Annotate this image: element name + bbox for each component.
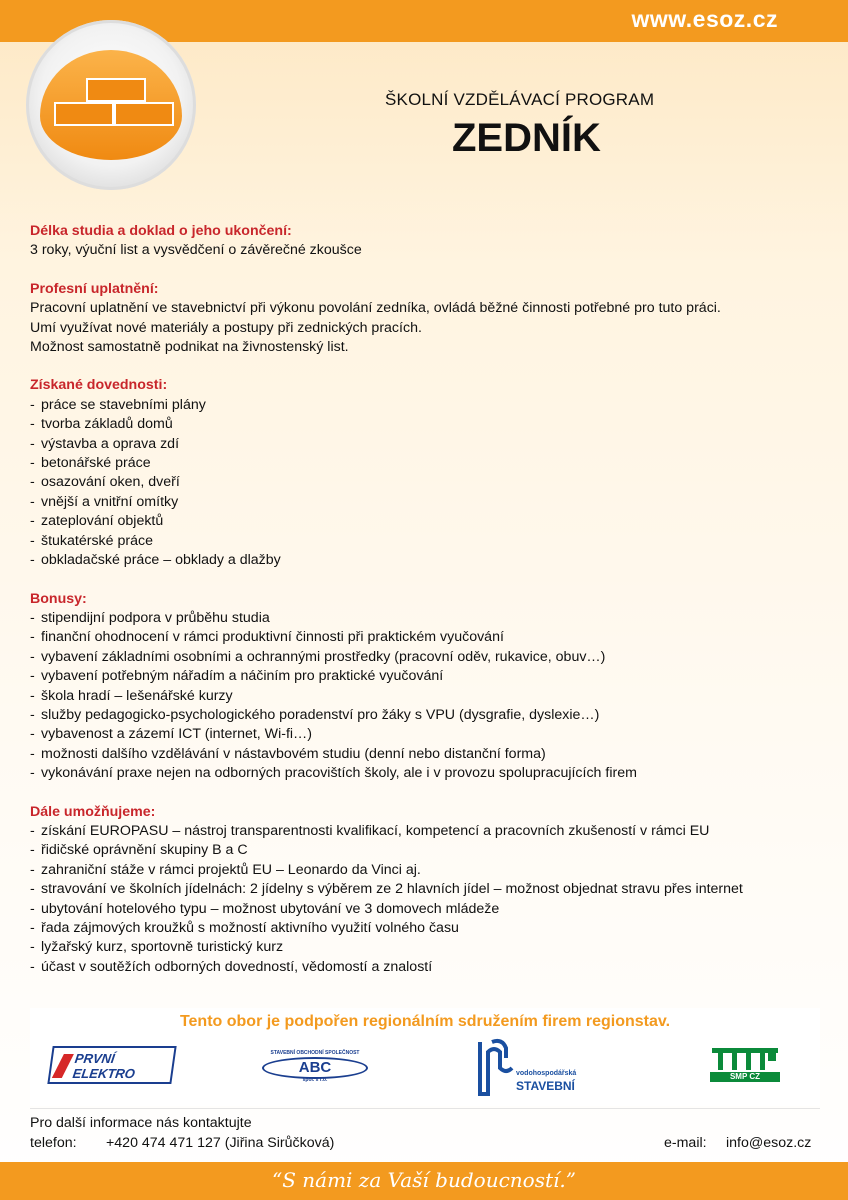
section-career [30, 280, 820, 358]
skills-list [30, 396, 820, 571]
list-item: - ubytování hotelového typu – možnost ubytování ve 3 domovech mládeže [30, 900, 820, 919]
list-item: - vykonávání praxe nejen na odborných pracovištích školy, ale i v provozu spolupracujících firem [30, 764, 820, 783]
sponsor-text: Tento obor je podpořen regionálním sdružením firem regionstav. [179, 1013, 671, 1030]
section-duration [30, 222, 820, 261]
contact-intro: Pro další informace nás kontaktujte [30, 1115, 252, 1131]
section-skills [30, 376, 820, 570]
list-item: - možnosti dalšího vzdělávání v nástavbovém studiu (denní nebo distanční forma) [30, 745, 820, 764]
website-link[interactable]: www.esoz.cz [631, 6, 778, 32]
list-item: - obkladačské práce – obklady a dlažby [30, 551, 820, 570]
list-item: - vybavenost a zázemí ICT (internet, Wi-fi…) [30, 725, 820, 744]
smp-cz-logo [710, 1046, 780, 1084]
list-item: - zahraniční stáže v rámci projektů EU – Leonardo da Vinci aj. [30, 861, 820, 880]
list-item: - práce se stavebními plány [30, 396, 820, 415]
logo-text: ELEKTRO [71, 1066, 136, 1081]
email-label: e-mail: [664, 1135, 707, 1151]
list-item: - lyžařský kurz, sportovně turistický kurz [30, 938, 820, 957]
section-text: Umí využívat nové materiály a postupy při zednických pracích. [30, 319, 422, 336]
section-text: 3 roky, výuční list a vysvědčení o závěrečné zkoušce [30, 242, 362, 259]
logo-text: SMP CZ [710, 1072, 780, 1082]
phone-label: telefon: [30, 1135, 77, 1151]
email-link[interactable]: info@esoz.cz [726, 1135, 812, 1151]
program-label: ŠKOLNÍ VZDĚLÁVACÍ PROGRAM [385, 90, 655, 109]
school-logo [26, 20, 196, 190]
slogan: “S námi za Vaší budoucností.” [272, 1168, 576, 1192]
divider [30, 1108, 820, 1109]
smp-mark-icon [710, 1046, 780, 1072]
lightning-bolt-icon [52, 1054, 74, 1078]
list-item: - osazování oken, dveří [30, 473, 820, 492]
section-also [30, 803, 820, 978]
section-heading: Bonusy: [30, 590, 87, 607]
section-bonuses [30, 590, 820, 784]
list-item: - betonářské práce [30, 454, 820, 473]
list-item: - vybavení potřebným nářadím a náčiním pro praktické vyučování [30, 667, 820, 686]
list-item: - řidičské oprávnění skupiny B a C [30, 841, 820, 860]
brick-icon [86, 78, 146, 102]
phone-number[interactable]: +420 474 471 127 (Jiřina Sirůčková) [106, 1135, 335, 1151]
section-heading: Získané dovednosti: [30, 377, 168, 394]
section-heading: Délka studia a doklad o jeho ukončení: [30, 223, 292, 239]
logo-text: STAVEBNÍ OBCHODNÍ SPOLEČNOST [270, 1050, 360, 1056]
section-heading: Dále umožňujeme: [30, 803, 156, 820]
list-item: - škola hradí – lešenářské kurzy [30, 687, 820, 706]
list-item: - finanční ohodnocení v rámci produktivní činnosti při praktickém vyučování [30, 628, 820, 647]
brick-icon [114, 102, 174, 126]
list-item: - vnější a vnitřní omítky [30, 493, 820, 512]
abc-logo [262, 1050, 368, 1084]
also-list [30, 822, 820, 977]
section-text: Možnost samostatně podnikat na živnostenský list. [30, 339, 349, 356]
logo-text: vodohospodářská [516, 1070, 577, 1077]
list-item: - zateplování objektů [30, 512, 820, 531]
list-item: - řada zájmových kroužků s možností aktivního využití volného času [30, 919, 820, 938]
list-item: - služby pedagogicko-psychologického poradenství pro žáky s VPU (dysgrafie, dyslexie…) [30, 706, 820, 725]
list-item: - získání EUROPASU – nástroj transparentnosti kvalifikací, kompetencí a pracovních zkušeností v rámci EU [30, 822, 820, 841]
bonuses-list [30, 609, 820, 784]
logo-text: PRVNÍ [73, 1051, 116, 1066]
logo-text: ABC [262, 1057, 368, 1079]
vs-wave-icon [476, 1038, 516, 1098]
list-item: - výstavba a oprava zdí [30, 435, 820, 454]
prvni-elektro-logo [47, 1046, 176, 1084]
list-item: - účast v soutěžích odborných dovedností, vědomostí a znalostí [30, 958, 820, 977]
brick-icon [54, 102, 114, 126]
bottom-banner [0, 1162, 848, 1200]
section-text: Pracovní uplatnění ve stavebnictví při výkonu povolání zedníka, ovládá běžné činnosti potřebné pro tuto práci. [30, 300, 721, 317]
list-item: - stravování ve školních jídelnách: 2 jídelny s výběrem ze 2 hlavních jídel – možnost objednat stravu přes internet [30, 880, 820, 899]
vodohospodarska-stavebni-logo [476, 1038, 596, 1098]
list-item: - stipendijní podpora v průběhu studia [30, 609, 820, 628]
section-heading: Profesní uplatnění: [30, 280, 159, 297]
program-title: ZEDNÍK [452, 116, 601, 160]
program-content [30, 222, 820, 996]
list-item: - štukatérské práce [30, 532, 820, 551]
logo-text: STAVEBNÍ [516, 1079, 575, 1093]
list-item: - tvorba základů domů [30, 415, 820, 434]
list-item: - vybavení základními osobními a ochrannými prostředky (pracovní oděv, rukavice, obuv…) [30, 648, 820, 667]
logo-text: spol. s r.o. [302, 1077, 328, 1083]
sponsor-panel [30, 1008, 820, 1106]
